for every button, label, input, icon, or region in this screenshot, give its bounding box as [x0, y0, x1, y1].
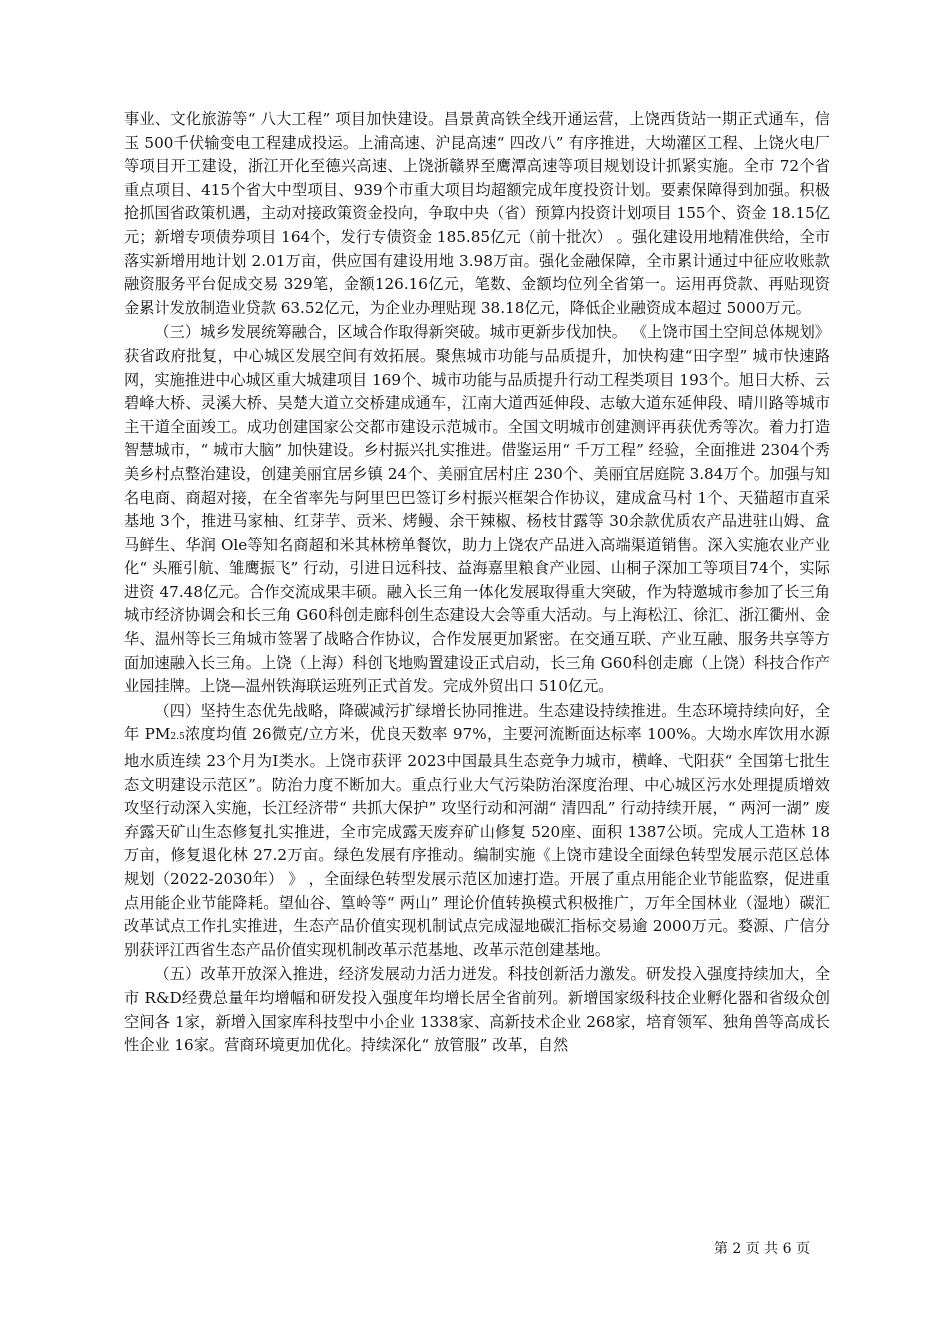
paragraph-urban-rural: （三）城乡发展统筹融合，区域合作取得新突破。城市更新步伐加快。 《上饶市国土空间总体规划》获省政府批复，中心城区发展空间有效拓展。聚焦城市功能与品质提升，加快构建“田字型” 城市快速路网，实施推进中心城区重大城建项目 169个、城市功能与品质提升行动工程类项目 193个。旭日大桥、云碧峰大桥、灵溪大桥、吴楚大道立交桥建成通车，江南大道西延伸段、志敏大道东延伸段、晴川路等城市主干道全面竣工。成功创建国家公交都市建设示范城市。全国文明城市创建测评再获优秀等次。着力打造智慧城市，“ 城市大脑” 加快建设。乡村振兴扎实推进。借鉴运用“ 千万工程” 经验，全面推进 2304个秀美乡村点整治建设，创建美丽宜居乡镇 24个、美丽宜居村庄 230个、美丽宜居庭院 3.84万个。加强与知名电商、商超对接，在全省率先与阿里巴巴签订乡村振兴框架合作协议，建成盒马村 1个、天猫超市直采基地 3个，推进马家柚、红芽芋、贡米、烤鳗、余干辣椒、杨枝甘露等 30余款优质农产品进驻山姆、盒马鲜生、华润 Ole等知名商超和米其林榜单餐饮，助力上饶农产品进入高端渠道销售。深入实施农业产业化“ 头雁引航、雏鹰振飞” 行动，引进日远科技、益海嘉里粮食产业园、山桐子深加工等项目74个，实际进资 47.48亿元。合作交流成果丰硕。融入长三角一体化发展取得重大突破，作为特邀城市参加了长三角城市经济协调会和长三角 G60科创走廊科创生态建设大会等重大活动。与上海松江、徐汇、浙江衢州、金华、温州等长三角城市签署了战略合作协议，合作发展更加紧密。在交通互联、产业互融、服务共享等方面加速融入长三角。上饶（上海）科创飞地购置建设正式启动，长三角 G60科创走廊（上饶）科技合作产业园挂牌。上饶—温州铁海联运班列正式首发。完成外贸出口 510亿元。 [124, 323, 830, 696]
footer-page-number: 2 [732, 1241, 742, 1257]
footer-suffix: 页 [796, 1241, 810, 1257]
pm-subscript: 2.5 [170, 732, 185, 743]
footer-total-pages: 6 [782, 1241, 792, 1257]
paragraph-ecology-rest: 浓度均值 26微克/立方米，优良天数率 97%，主要河流断面达标率 100%。大坳水库饮用水源地水质连续 23个月为Ⅰ类水。上饶市获评 2023中国最具生态竞争力城市，横峰、弋阳获“ 全国第七批生态文明建设示范区”。防治力度不断加大。重点行业大气污染防治深度治理、中心城区污水处理提质增效攻坚行动深入实施，长江经济带“ 共抓大保护” 攻坚行动和河湖“ 清四乱” 行动持续开展，“ 两河一湖” 废弃露天矿山生态修复扎实推进，全市完成露天废弃矿山修复 520座、面积 1387公顷。完成人工造林 18万亩，修复退化林 27.2万亩。绿色发展有序推动。编制实施《上饶市建设全面绿色转型发展示范区总体规划（2022-2030年） 》 ，全面绿色转型发展示范区加速打造。开展了重点用能企业节能监察，促进重点用能企业节能降耗。望仙谷、篁岭等“ 两山” 理论价值转换模式积极推广，万年全国林业（湿地）碳汇改革试点工作扎实推进，生态产品价值实现机制试点完成湿地碳汇指标交易逾 2000万元。婺源、广信分别获评江西省生态产品价值实现机制改革示范基地、改革示范创建基地。 [124, 725, 830, 959]
paragraph-reform: （五）改革开放深入推进，经济发展动力活力迸发。科技创新活力激发。研发投入强度持续加大，全市 R&D经费总量年均增幅和研发投入强度年均增长居全省前列。新增国家级科技企业孵化器和省级众创空间各 1家，新增入国家库科技型中小企业 1338家、高新技术企业 268家，培育领军、独角兽等高成长性企业 16家。营商环境更加优化。持续深化“ 放管服” 改革，自然 [124, 965, 830, 1055]
footer-middle: 页 共 [745, 1241, 779, 1257]
paragraph-ecology-lead: （四）坚持生态优先战略，降碳减污扩绿增长协同推进。生态建设持续推进。生态环境持续向好，全年 PM [124, 701, 830, 744]
footer-prefix: 第 [713, 1241, 728, 1257]
paragraph-ecology [124, 700, 830, 963]
paragraph-projects: 事业、文化旅游等“ 八大工程” 项目加快建设。昌景黄高铁全线开通运营，上饶西货站一期正式通车，信玉 500千伏输变电工程建成投运。上浦高速、沪昆高速“ 四改八” 有序推进，大坳灌区工程、上饶火电厂等项目开工建设，浙江开化至德兴高速、上饶浙赣界至鹰潭高速等项目规划设计抓紧实施。全市 72个省重点项目、415个省大中型项目、939个市重大项目均超额完成年度投资计划。要素保障得到加强。积极抢抓国省政策机遇，主动对接政策资金投向，争取中央（省）预算内投资计划项目 155个、资金 18.15亿元；新增专项债券项目 164个，发行专债资金 185.85亿元（前十批次） 。强化建设用地精准供给，全市落实新增用地计划 2.01万亩，供应国有建设用地 3.98万亩。强化金融保障，全市累计通过中征应收账款融资服务平台促成交易 329笔，金额126.16亿元，笔数、金额均位列全省第一。运用再贷款、再贴现资金累计发放制造业贷款 63.52亿元，为企业办理贴现 38.18亿元，降低企业融资成本超过 5000万元。 [124, 110, 830, 317]
page-footer [714, 1240, 810, 1258]
document-body [124, 108, 830, 1058]
